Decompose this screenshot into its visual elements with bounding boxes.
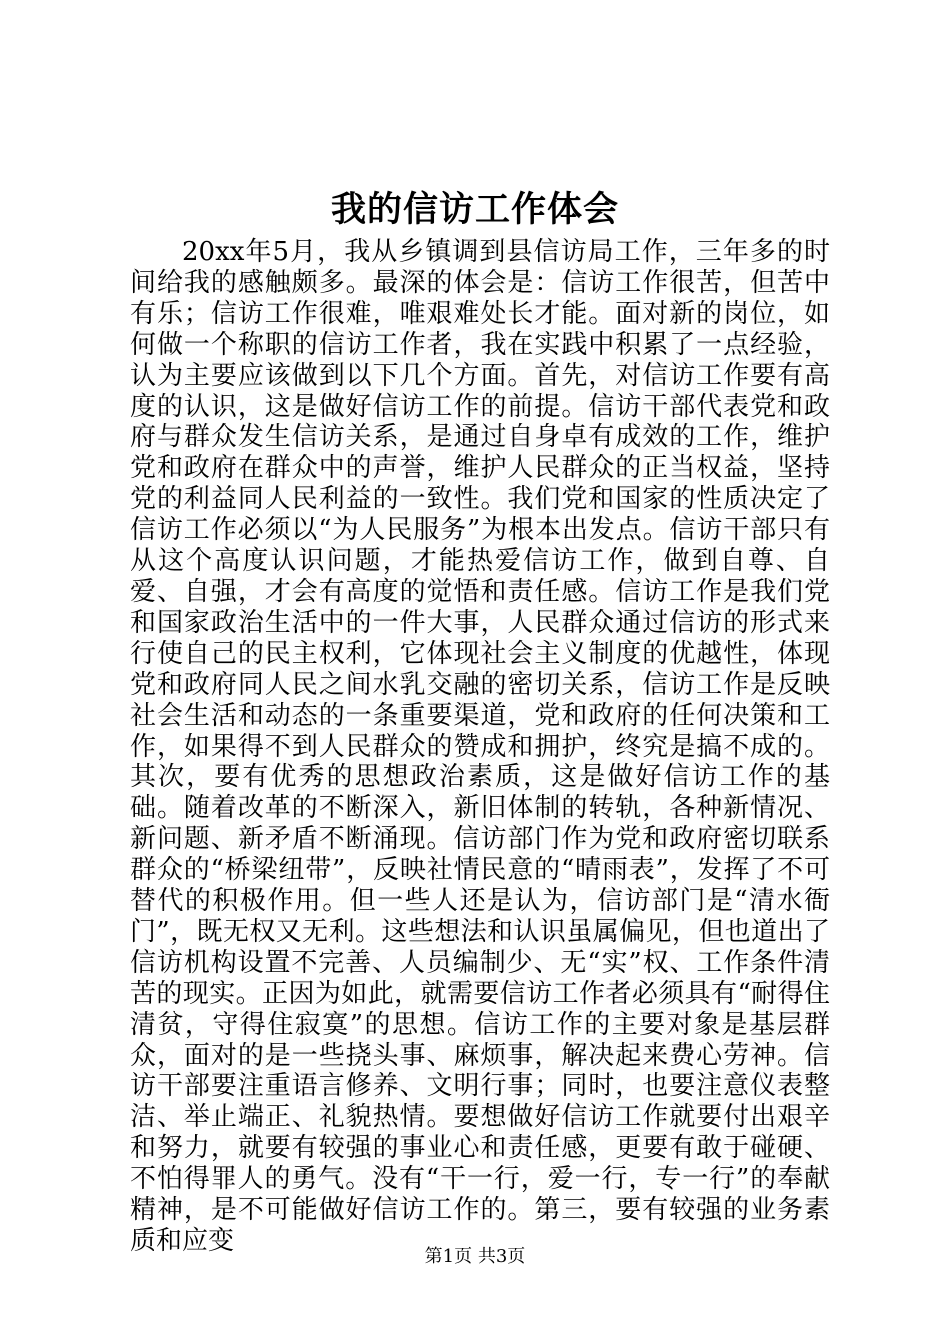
- body-paragraph: 20xx年5月，我从乡镇调到县信访局工作，三年多的时间给我的感触颇多。最深的体会是：信访工作很苦，但苦中有乐；信访工作很难，唯艰难处长才能。面对新的岗位，如何做一个称职的信访工作者，我在实践中积累了一点经验，认为主要应该做到以下几个方面。首先，对信访工作要有高度的认识，这是做好信访工作的前提。信访干部代表党和政府与群众发生信访关系，是通过自身卓有成效的工作，维护党和政府在群众中的声誉，维护人民群众的正当权益，坚持党的利益同人民利益的一致性。我们党和国家的性质决定了信访工作必须以“为人民服务”为根本出发点。信访干部只有从这个高度认识问题，才能热爱信访工作，做到自尊、自爱、自强，才会有高度的觉悟和责任感。信访工作是我们党和国家政治生活中的一件大事，人民群众通过信访的形式来行使自己的民主权利，它体现社会主义制度的优越性，体现党和政府同人民之间水乳交融的密切关系，信访工作是反映社会生活和动态的一条重要渠道，党和政府的任何决策和工作，如果得不到人民群众的赞成和拥护，终究是搞不成的。其次，要有优秀的思想政治素质，这是做好信访工作的基础。随着改革的不断深入，新旧体制的转轨，各种新情况、新问题、新矛盾不断涌现。信访部门作为党和政府密切联系群众的“桥梁纽带”，反映社情民意的“晴雨表”，发挥了不可替代的积极作用。但一些人还是认为，信访部门是“清水衙门”，既无权又无利。这些想法和认识虽属偏见，但也道出了信访机构设置不完善、人员编制少、无“实”权、工作条件清苦的现实。正因为如此，就需要信访工作者必须具有“耐得住清贫，守得住寂寞”的思想。信访工作的主要对象是基层群众，面对的是一些挠头事、麻烦事，解决起来费心劳神。信访干部要注重语言修养、文明行事；同时，也要注意仪表整洁、举止端正、礼貌热情。要想做好信访工作就要付出艰辛和努力，就要有较强的事业心和责任感，更要有敢于碰硬、不怕得罪人的勇气。没有“干一行，爱一行，专一行”的奉献精神，是不可能做好信访工作的。第三，要有较强的业务素质和应变: [130, 237, 830, 1256]
- page-title: 我的信访工作体会: [330, 189, 619, 230]
- page-number-footer: 第1页 共3页: [424, 1246, 526, 1267]
